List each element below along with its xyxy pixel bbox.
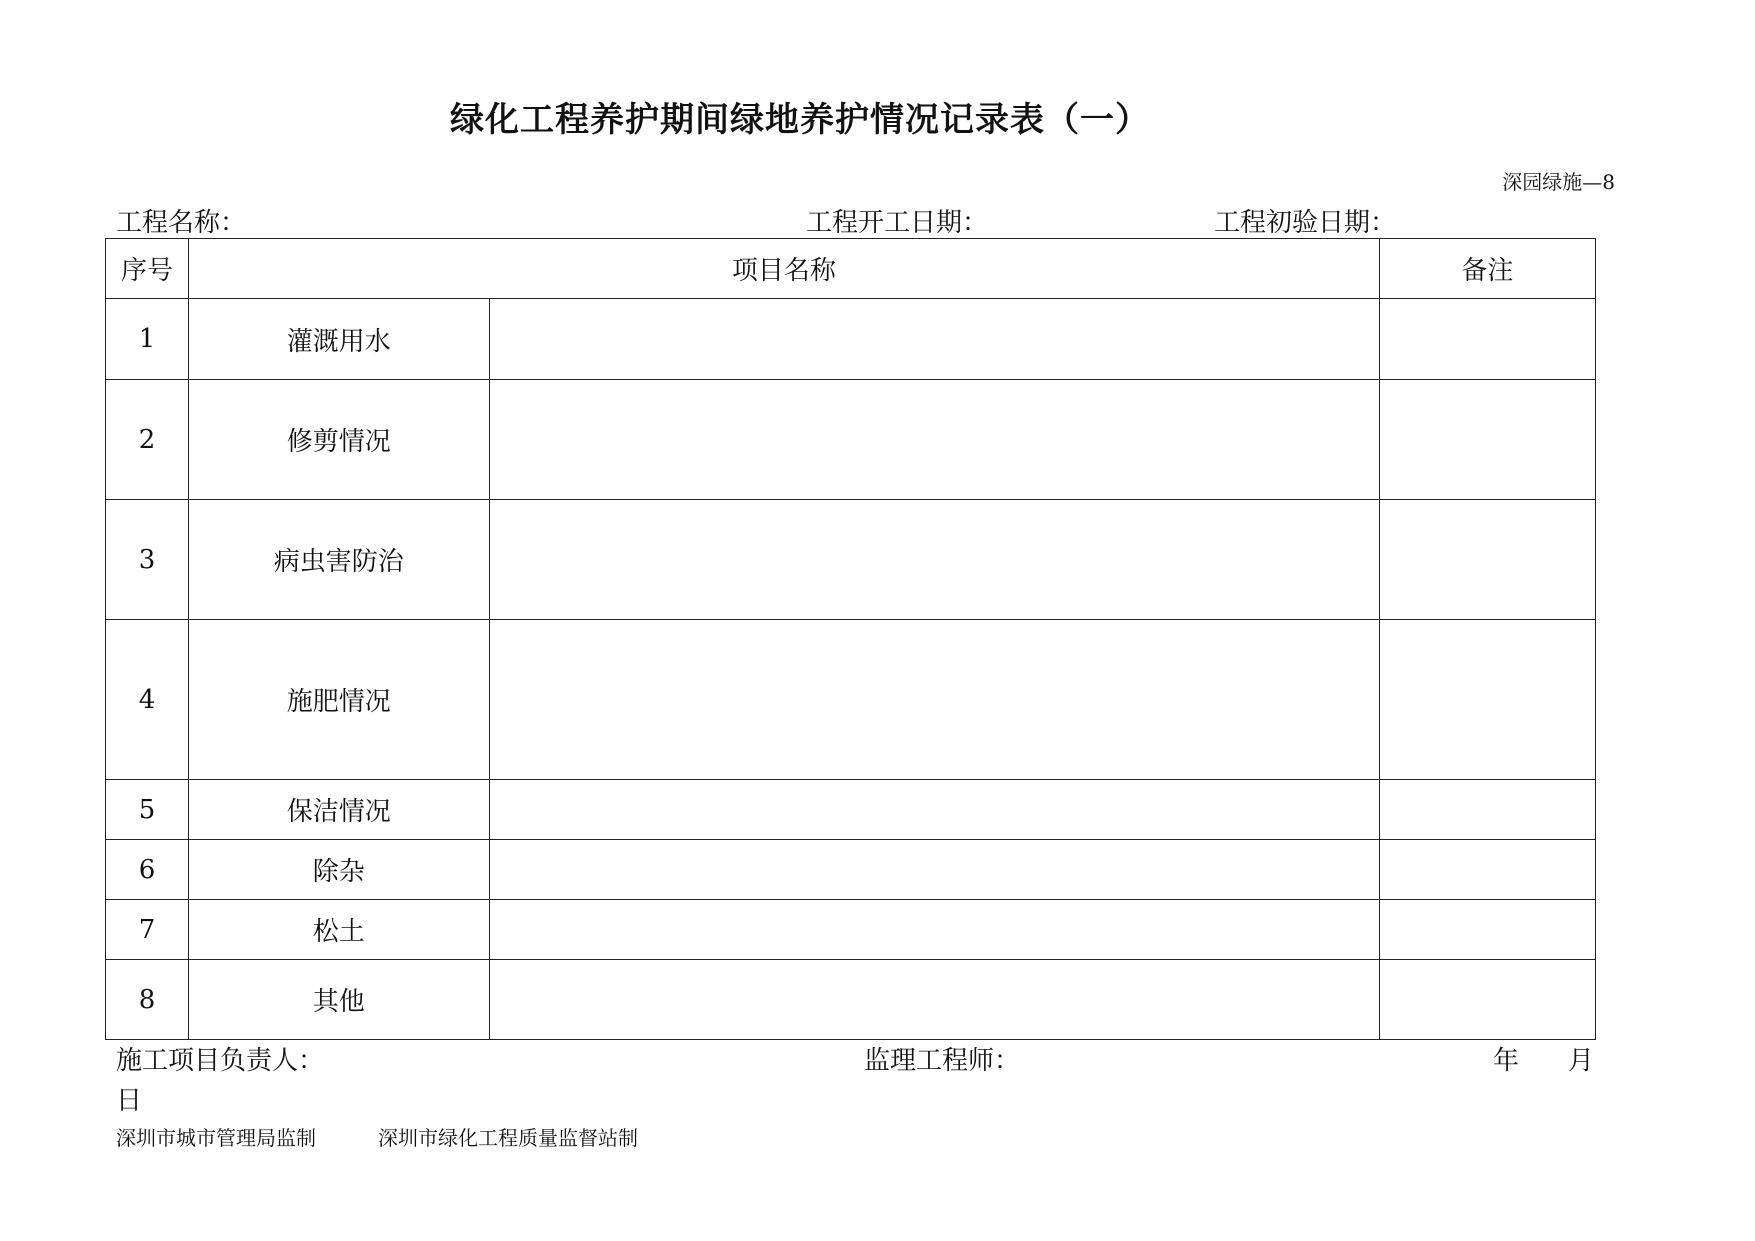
supervisor-label: 监理工程师：	[864, 1046, 1021, 1076]
issuer-quality-station: 深圳市绿化工程质量监督站制	[378, 1126, 638, 1150]
row-remark-cell[interactable]	[1379, 960, 1595, 1040]
row-content-cell[interactable]	[489, 960, 1379, 1040]
row-item: 施肥情况	[189, 620, 489, 780]
row-no: 2	[106, 380, 189, 500]
start-date-label: 工程开工日期：	[806, 208, 989, 238]
row-content-cell[interactable]	[489, 900, 1379, 960]
row-no: 5	[106, 780, 189, 840]
row-content-cell[interactable]	[489, 380, 1379, 500]
row-remark-cell[interactable]	[1379, 380, 1595, 500]
header-no: 序号	[106, 239, 189, 299]
table-header-row	[106, 239, 1596, 299]
header-remark: 备注	[1379, 239, 1595, 299]
row-remark-cell[interactable]	[1379, 840, 1595, 900]
row-item: 松土	[189, 900, 489, 960]
row-no: 3	[106, 500, 189, 620]
table-row	[106, 620, 1596, 780]
table-row	[106, 840, 1596, 900]
row-no: 4	[106, 620, 189, 780]
header-item-name: 项目名称	[189, 239, 1380, 299]
row-no: 8	[106, 960, 189, 1040]
row-content-cell[interactable]	[489, 780, 1379, 840]
day-label: 日	[116, 1086, 143, 1116]
row-remark-cell[interactable]	[1379, 500, 1595, 620]
row-content-cell[interactable]	[489, 500, 1379, 620]
row-item: 修剪情况	[189, 380, 489, 500]
row-remark-cell[interactable]	[1379, 299, 1595, 380]
row-item: 保洁情况	[189, 780, 489, 840]
acceptance-date-label: 工程初验日期：	[1214, 208, 1397, 238]
table-row	[106, 900, 1596, 960]
table-row	[106, 299, 1596, 380]
row-content-cell[interactable]	[489, 620, 1379, 780]
month-label: 月	[1568, 1046, 1595, 1076]
row-no: 1	[106, 299, 189, 380]
form-code: 深园绿施—8	[1502, 170, 1615, 194]
issuer-city-management: 深圳市城市管理局监制	[116, 1126, 316, 1150]
project-name-label: 工程名称：	[116, 208, 247, 238]
row-no: 6	[106, 840, 189, 900]
row-item: 除杂	[189, 840, 489, 900]
row-content-cell[interactable]	[489, 299, 1379, 380]
row-item: 病虫害防治	[189, 500, 489, 620]
maintenance-record-table	[105, 238, 1596, 1040]
project-leader-label: 施工项目负责人：	[116, 1046, 325, 1076]
row-remark-cell[interactable]	[1379, 620, 1595, 780]
table-row	[106, 380, 1596, 500]
row-content-cell[interactable]	[489, 840, 1379, 900]
table-row	[106, 960, 1596, 1040]
row-remark-cell[interactable]	[1379, 780, 1595, 840]
table-row	[106, 780, 1596, 840]
row-item: 其他	[189, 960, 489, 1040]
page-title: 绿化工程养护期间绿地养护情况记录表（一）	[450, 100, 1150, 140]
row-no: 7	[106, 900, 189, 960]
year-label: 年	[1493, 1046, 1520, 1076]
table-row	[106, 500, 1596, 620]
row-item: 灌溉用水	[189, 299, 489, 380]
row-remark-cell[interactable]	[1379, 900, 1595, 960]
